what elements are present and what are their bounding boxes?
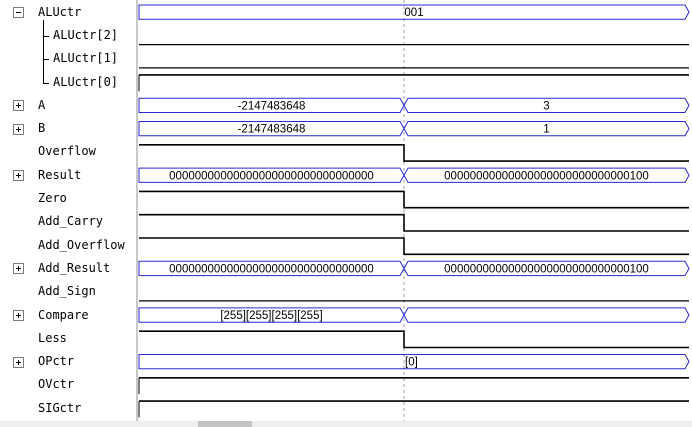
horizontal-scrollbar-thumb[interactable]	[198, 421, 252, 427]
signal-name: Overflow	[38, 144, 96, 159]
signal-name: B	[38, 121, 46, 136]
bus-value-aluctr: 001	[404, 7, 424, 20]
wave-add-overflow	[139, 238, 689, 254]
bus-value-add-result: 00000000000000000000000000000000	[169, 263, 374, 276]
bus-value-opctr: [0]	[405, 356, 418, 369]
bus-value-b: 1	[543, 123, 550, 136]
bus-segment-2-compare	[404, 308, 689, 322]
signal-name: SIGctr	[38, 400, 82, 415]
bus-value-result: 00000000000000000000000000000000	[169, 170, 374, 183]
signal-name: Add_Sign	[38, 284, 96, 299]
signal-name: ALUctr	[38, 4, 82, 19]
wave-less	[139, 331, 689, 347]
bus-value-result: 00000000000000000000000000000100	[444, 170, 649, 183]
wave-zero	[139, 191, 689, 207]
bus-value-compare: [255][255][255][255]	[220, 310, 323, 323]
bus-value-add-result: 00000000000000000000000000000100	[444, 263, 649, 276]
wave-overflow	[139, 145, 689, 161]
signal-name: Result	[38, 167, 82, 182]
horizontal-scrollbar[interactable]	[0, 421, 692, 427]
signal-name: Add_Carry	[38, 214, 104, 229]
signal-name: A	[38, 97, 46, 112]
signal-name: Add_Result	[38, 260, 111, 275]
signal-name: Less	[38, 330, 67, 345]
bus-value-b: -2147483648	[237, 123, 306, 136]
signal-name: ALUctr[1]	[53, 51, 119, 66]
signal-name: ALUctr[2]	[53, 27, 119, 42]
signal-name: OPctr	[38, 354, 75, 369]
bus-value-a: 3	[543, 100, 550, 113]
signal-name: Compare	[38, 307, 89, 322]
signal-name: OVctr	[38, 377, 75, 392]
signal-name: Add_Overflow	[38, 237, 125, 252]
wave-add-carry	[139, 215, 689, 231]
signal-name: ALUctr[0]	[53, 74, 119, 89]
signal-name: Zero	[38, 191, 67, 206]
bus-value-a: -2147483648	[237, 100, 306, 113]
